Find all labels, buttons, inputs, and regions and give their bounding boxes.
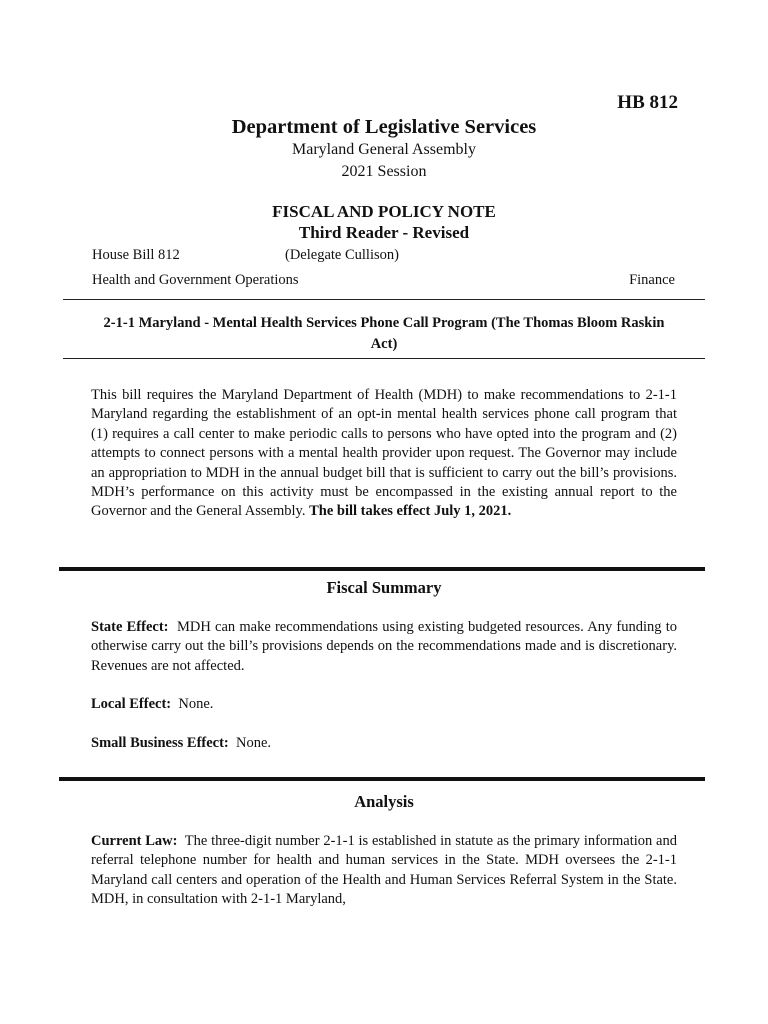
small-business-label: Small Business Effect: — [91, 735, 229, 751]
department-title: Department of Legislative Services — [231, 116, 537, 138]
cross-committee-label: Finance — [629, 272, 675, 288]
bill-title: 2-1-1 Maryland - Mental Health Services Phone Call Program (The Thomas Bloom Raskin Act) — [103, 315, 665, 352]
local-effect-paragraph — [91, 695, 677, 714]
analysis-heading: Analysis — [354, 792, 414, 811]
note-type-heading: FISCAL AND POLICY NOTE — [272, 202, 496, 221]
local-effect-text: None. — [178, 696, 214, 712]
bill-label: House Bill 812 — [92, 247, 180, 263]
reader-heading: Third Reader - Revised — [298, 223, 470, 242]
fiscal-summary-heading: Fiscal Summary — [326, 578, 442, 597]
session-label: 2021 Session — [341, 163, 427, 180]
small-business-text: None. — [236, 735, 272, 751]
assembly-name: Maryland General Assembly — [292, 141, 476, 158]
divider-title — [63, 358, 705, 359]
state-effect-text: MDH can make recommendations using existing budgeted resources. Any funding to otherwise carry out the bill’s provisions depends on the recommendations made and is discretionary. Revenues are not affected. — [91, 619, 678, 674]
sponsor-label: (Delegate Cullison) — [285, 247, 399, 263]
divider-fiscal — [59, 567, 705, 571]
divider-top — [63, 299, 705, 300]
state-effect-paragraph — [91, 618, 677, 676]
local-effect-label: Local Effect: — [91, 696, 172, 712]
effective-date: The bill takes effect July 1, 2021. — [309, 503, 512, 520]
current-law-text: The three-digit number 2-1-1 is established in statute as the primary information and referral telephone number for health and human services in the State. MDH oversees the 2-1-1 Maryland call centers and operation of the Health and Human Services Referral System in the State. MDH, in consultation with 2-1-1 Maryland, — [91, 833, 677, 908]
summary-text: This bill requires the Maryland Department of Health (MDH) to make recommendations to 2-1-1 Maryland regarding the establishment of an opt-in mental health services phone call program that (1) requires a call center to make periodic calls to persons who have opted into the program and (2) attempts to connect persons with a mental health provider upon request. The Governor may include an appropriation to MDH in the annual budget bill that is sufficient to carry out the bill’s provisions. MDH’s performance on this activity must be encompassed in the existing annual report to the Governor and the General Assembly. — [91, 387, 677, 520]
current-law-paragraph — [91, 832, 677, 910]
state-effect-label: State Effect: — [91, 619, 169, 635]
bill-number: HB 812 — [617, 92, 678, 113]
committee-label: Health and Government Operations — [92, 272, 299, 288]
bill-summary-paragraph — [91, 386, 677, 522]
small-business-paragraph — [91, 734, 677, 753]
current-law-label: Current Law: — [91, 833, 178, 849]
divider-analysis — [59, 777, 705, 781]
